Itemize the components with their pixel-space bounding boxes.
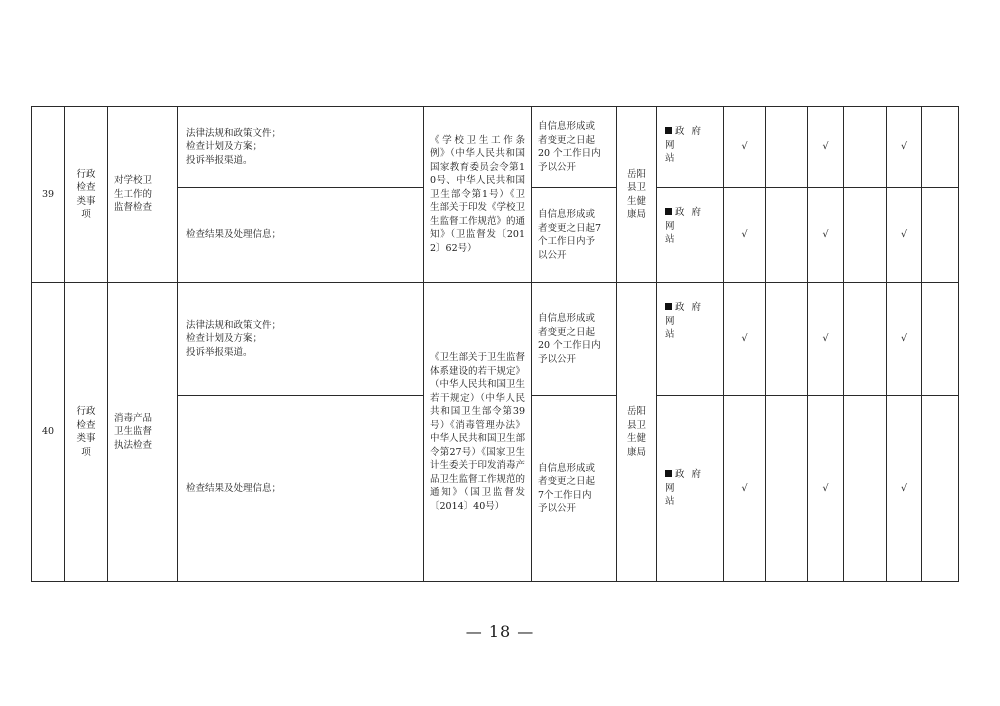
matter-name: 对学校卫 生工作的 监督检查: [108, 107, 178, 283]
check-cell: √: [887, 283, 922, 396]
channel-label: 政 府 网 站: [665, 207, 704, 245]
disclosure-time: 自信息形成或 者变更之日起7 个工作日内予 以公开: [532, 188, 617, 283]
legal-basis: 《学校卫生工作条例》（中华人民共和国国家教育委员会令第10号、中华人民共和国卫生部令第1号）《卫生部关于印发《学校卫生监督工作规范》的通知》（卫监督发〔2012〕62号）: [424, 107, 532, 283]
check-cell: √: [724, 107, 766, 188]
check-cell: √: [808, 188, 844, 283]
disclosure-channel: [657, 283, 724, 396]
disclosure-content: 法律法规和政策文件； 检查计划及方案； 投诉举报渠道。: [178, 107, 424, 188]
check-cell: √: [724, 283, 766, 396]
disclosure-content: 法律法规和政策文件； 检查计划及方案； 投诉举报渠道。: [178, 283, 424, 396]
check-cell: [844, 283, 887, 396]
check-cell: [766, 188, 808, 283]
disclosure-channel: [657, 396, 724, 582]
disclosure-channel: [657, 107, 724, 188]
check-cell: [766, 107, 808, 188]
row-number: 39: [32, 107, 65, 283]
disclosure-channel: [657, 188, 724, 283]
check-cell: [766, 283, 808, 396]
filled-square-icon: [665, 303, 672, 310]
check-cell: [922, 283, 959, 396]
check-cell: √: [808, 396, 844, 582]
check-cell: √: [887, 188, 922, 283]
row-number: 40: [32, 283, 65, 582]
disclosure-content: 检查结果及处理信息；: [178, 188, 424, 283]
check-cell: √: [887, 107, 922, 188]
filled-square-icon: [665, 208, 672, 215]
filled-square-icon: [665, 127, 672, 134]
responsible-org: 岳阳 县卫 生健 康局: [617, 107, 657, 283]
channel-label: 政 府 网 站: [665, 469, 704, 507]
check-cell: [922, 396, 959, 582]
check-cell: √: [808, 283, 844, 396]
page-number: — 18 —: [465, 622, 535, 641]
matter-type: 行政 检查 类事 项: [65, 107, 108, 283]
filled-square-icon: [665, 470, 672, 477]
check-cell: [922, 188, 959, 283]
check-cell: √: [724, 188, 766, 283]
disclosure-content: 检查结果及处理信息；: [178, 396, 424, 582]
legal-basis: 《卫生部关于卫生监督体系建设的若干规定》（中华人民共和国卫生若干规定）（中华人民共和国卫生部令第39号）《消毒管理办法》中华人民共和国卫生部令第27号）《国家卫生计生委关于印发消毒产品卫生监督工作规范的通知》（国卫监督发〔2014〕40号）: [424, 283, 532, 582]
check-cell: √: [724, 396, 766, 582]
matter-name: 消毒产品 卫生监督 执法检查: [108, 283, 178, 582]
table-row: [32, 283, 959, 396]
channel-label: 政 府 网 站: [665, 126, 704, 164]
channel-label: 政 府 网 站: [665, 302, 704, 340]
check-cell: [922, 107, 959, 188]
disclosure-time: 自信息形成或 者变更之日起 20 个工作日内 予以公开: [532, 107, 617, 188]
matter-type: 行政 检查 类事 项: [65, 283, 108, 582]
table-row: [32, 107, 959, 188]
disclosure-time: 自信息形成或 者变更之日起 7个工作日内 予以公开: [532, 396, 617, 582]
check-cell: [844, 188, 887, 283]
check-cell: √: [808, 107, 844, 188]
check-cell: [844, 396, 887, 582]
check-cell: √: [887, 396, 922, 582]
check-cell: [844, 107, 887, 188]
disclosure-table: [31, 106, 959, 582]
disclosure-time: 自信息形成或 者变更之日起 20 个工作日内 予以公开: [532, 283, 617, 396]
responsible-org: 岳阳 县卫 生健 康局: [617, 283, 657, 582]
check-cell: [766, 396, 808, 582]
